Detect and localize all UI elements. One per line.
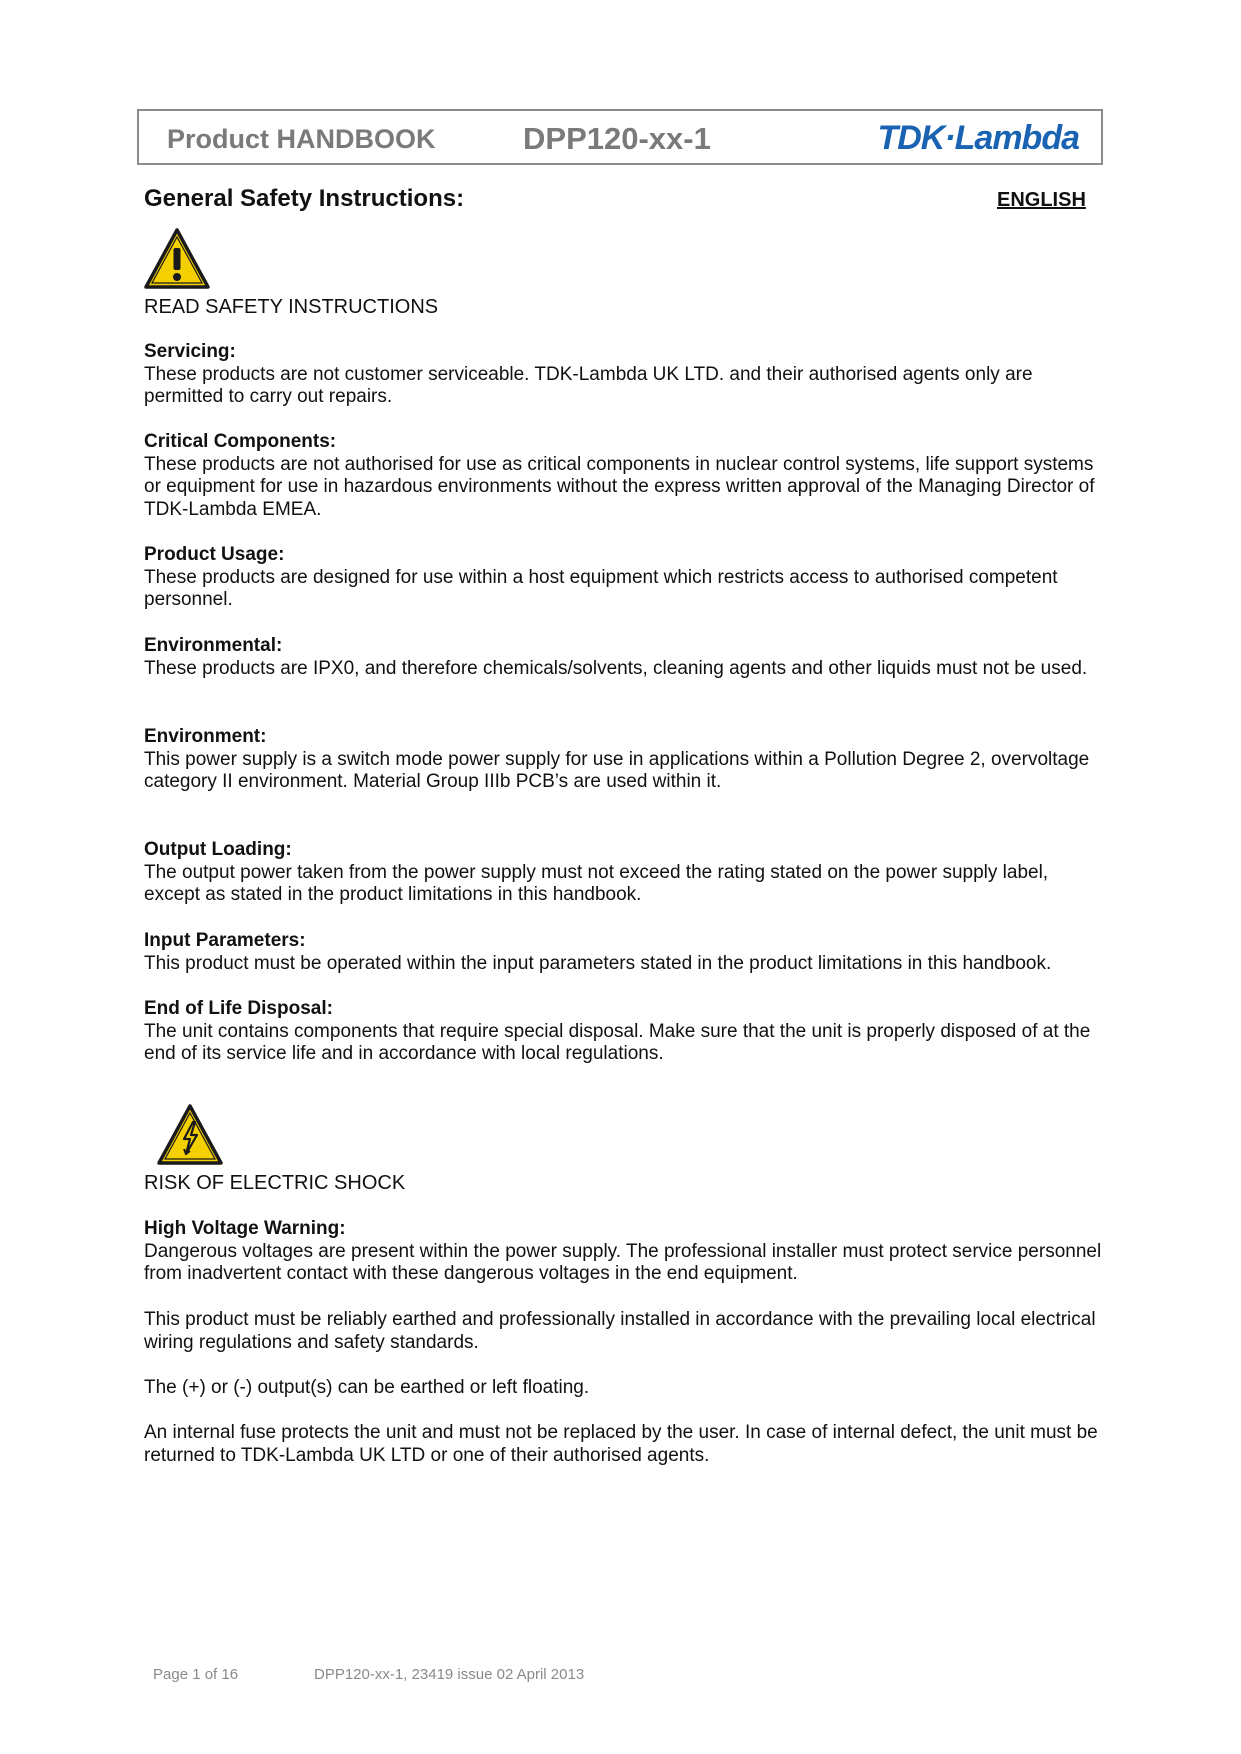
section-end-of-life-disposal [144, 998, 1104, 1066]
tdk-lambda-logo: TDK·Lambda [877, 119, 1079, 157]
section-text: These products are designed for use within a host equipment which restricts access to authorised competent personnel. [144, 566, 1058, 610]
shock-caption: RISK OF ELECTRIC SHOCK [144, 1172, 406, 1194]
section-critical-components [144, 431, 1104, 521]
section-output-loading [144, 839, 1104, 907]
section-text: Dangerous voltages are present within the power supply. The professional installer must protect service personnel from inadvertent contact with these dangerous voltages in the end equipment. [144, 1240, 1102, 1284]
section-heading: End of Life Disposal: [144, 998, 333, 1019]
section-text: This product must be operated within the input parameters stated in the product limitations in this handbook. [144, 952, 1052, 974]
section-high-voltage-warning [144, 1218, 1104, 1286]
page-header [137, 109, 1103, 165]
section-heading: Environment: [144, 726, 267, 747]
section-heading: Servicing: [144, 341, 236, 362]
page-title: General Safety Instructions: [144, 185, 465, 212]
warning-exclamation-icon [142, 226, 212, 292]
section-heading: Product Usage: [144, 544, 285, 565]
section-input-parameters [144, 930, 1104, 975]
electric-shock-icon [155, 1102, 225, 1168]
section-heading: Environmental: [144, 635, 283, 656]
read-safety-caption: READ SAFETY INSTRUCTIONS [144, 296, 439, 318]
section-text: These products are IPX0, and therefore chemicals/solvents, cleaning agents and other liquids must not be used. [144, 657, 1088, 679]
section-heading: Input Parameters: [144, 930, 306, 951]
section-product-usage [144, 544, 1104, 612]
section-environmental [144, 635, 1104, 680]
page-number: Page 1 of 16 [153, 1666, 239, 1683]
paragraph-output-floating: The (+) or (-) output(s) can be earthed or left floating. [144, 1377, 590, 1398]
paragraph-internal-fuse: An internal fuse protects the unit and must not be replaced by the user. In case of internal defect, the unit must be returned to TDK-Lambda UK LTD or one of their authorised agents. [144, 1422, 1098, 1466]
section-text: These products are not customer serviceable. TDK-Lambda UK LTD. and their authorised agents only are permitted to carry out repairs. [144, 363, 1033, 407]
header-product-handbook: Product HANDBOOK [167, 124, 436, 154]
header-model-number: DPP120-xx-1 [523, 121, 711, 156]
section-text: These products are not authorised for use as critical components in nuclear control systems, life support systems or equipment for use in hazardous environments without the express written approval of the Managing Director of TDK-Lambda EMEA. [144, 453, 1095, 520]
section-environment [144, 726, 1104, 794]
section-servicing [144, 341, 1104, 409]
section-text: This power supply is a switch mode power supply for use in applications within a Pollution Degree 2, overvoltage category II environment. Material Group IIIb PCB’s are used within it. [144, 748, 1090, 792]
paragraph-earthing: This product must be reliably earthed and professionally installed in accordance with the prevailing local electrical wiring regulations and safety standards. [144, 1309, 1096, 1353]
section-heading: Critical Components: [144, 431, 337, 452]
section-heading: High Voltage Warning: [144, 1218, 346, 1239]
section-text: The output power taken from the power supply must not exceed the rating stated on the power supply label, except as stated in the product limitations in this handbook. [144, 861, 1049, 905]
section-heading: Output Loading: [144, 839, 292, 860]
section-text: The unit contains components that require special disposal. Make sure that the unit is properly disposed of at the end of its service life and in accordance with local regulations. [144, 1020, 1091, 1064]
document-reference: DPP120-xx-1, 23419 issue 02 April 2013 [314, 1666, 585, 1683]
language-link[interactable]: ENGLISH [997, 189, 1086, 211]
